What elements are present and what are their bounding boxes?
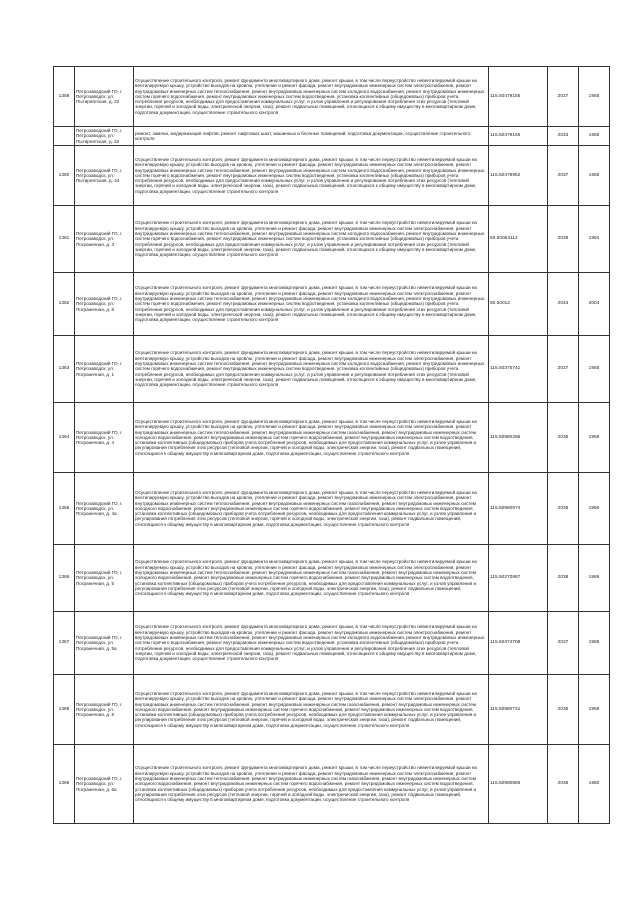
table-row [54,403,610,473]
row-number: 1365 [54,473,75,545]
row-build-year: 1955 [579,67,610,127]
capital-repair-table [53,66,610,824]
row-cost: 115.50980296 [489,403,548,473]
row-planned-year: 2043 [548,273,579,336]
row-cost: 115.50980731 [489,675,548,745]
row-work-description: ремонт, замена, модернизация лифтов, ремонт лифтовых шахт, машинных и блочных помещений, подготовка документации, осуществление строительного контроля [134,127,489,146]
row-work-description: Осуществление строительного контроля, ремонт фундамента многоквартирного дома, ремонт крыши, в том числе переустройство невентилируемой крыши на вентилируемую крышу, устройство выходов на кровлю, утепление и ремонт фасада, ремонт внутридомовых инженерных систем электроснабжения, ремонт внутридомовых инженерных систем теплоснабжения, ремонт внутридомовых инженерных систем холодного водоснабжения, ремонт внутридомовых инженерных систем горячего водоснабжения, ремонт внутридомовых инженерных систем водоотведения, установка коллективных (общедомовых) приборов учета потребления ресурсов, необходимых для предоставления коммунальных услуг, и узлов управления и регулирования потребления этих ресурсов (тепловой энергии, горячей и холодной воды, электрической энергии, газа), ремонт подвальных помещений, относящихся к общему имуществу в многоквартирном доме, подготовка документации, осуществление строительного контроля [134,612,489,675]
row-number [54,127,75,146]
row-address: Петрозаводский ГО, г. Петрозаводск, ул. Пограничная, д. 8 [75,273,134,336]
row-planned-year: 2037 [548,146,579,206]
row-cost: 115.50980974 [489,473,548,545]
row-number: 1359 [54,67,75,127]
row-cost: 115.50375741 [489,336,548,403]
row-cost: 115.50980865 [489,745,548,824]
row-work-description: Осуществление строительного контроля, ремонт фундамента многоквартирного дома, ремонт крыши, в том числе переустройство невентилируемой крыши на вентилируемую крышу, устройство выходов на кровлю, утепление и ремонт фасада, ремонт внутридомовых инженерных систем электроснабжения, ремонт внутридомовых инженерных систем теплоснабжения, ремонт внутридомовых инженерных систем холодного водоснабжения, ремонт внутридомовых инженерных систем горячего водоснабжения, ремонт внутридомовых инженерных систем водоотведения, установка коллективных (общедомовых) приборов учета потребления ресурсов, необходимых для предоставления коммунальных услуг, и узлов управления и регулирования потребления этих ресурсов (тепловой энергии, горячей и холодной воды, электрической энергии, газа), ремонт подвальных помещений, относящихся к общему имуществу в многоквартирном доме, подготовка документации, осуществление строительного контроля [134,336,489,403]
row-work-description: Осуществление строительного контроля, ремонт фундамента многоквартирного дома, ремонт крыши, в том числе переустройство невентилируемой крыши на вентилируемую крышу, устройство выходов на кровлю, утепление и ремонт фасада, ремонт внутридомовых инженерных систем электроснабжения, ремонт внутридомовых инженерных систем теплоснабжения, ремонт внутридомовых инженерных систем холодного водоснабжения, ремонт внутридомовых инженерных систем горячего водоснабжения, ремонт внутридомовых инженерных систем водоотведения, установка коллективных (общедомовых) приборов учета потребления ресурсов, необходимых для предоставления коммунальных услуг, и узлов управления и регулирования потребления этих ресурсов (тепловой энергии, горячей и холодной воды, электрической энергии, газа), ремонт подвальных помещений, относящихся к общему имуществу в многоквартирном доме, подготовка документации, осуществление строительного контроля [134,67,489,127]
table-row [54,146,610,206]
row-build-year: 1955 [579,146,610,206]
row-work-description: Осуществление строительного контроля, ремонт фундамента многоквартирного дома, ремонт крыши, в том числе переустройство невентилируемой крыши на вентилируемую крышу, устройство выходов на кровлю, утепление и ремонт фасада, ремонт внутридомовых инженерных систем электроснабжения, ремонт внутридомовых инженерных систем теплоснабжения, ремонт внутридомовых инженерных систем газоснабжения, ремонт внутридомовых инженерных систем холодного водоснабжения, ремонт внутридомовых инженерных систем горячего водоснабжения, ремонт внутридомовых инженерных систем водоотведения, установка коллективных (общедомовых) приборов учета потребления ресурсов, необходимых для предоставления коммунальных услуг, и узлов управления и регулирования потребления этих ресурсов (тепловой энергии, горячей и холодной воды, электрической энергии, газа), ремонт подвальных помещений, относящихся к общему имуществу в многоквартирном доме, подготовка документации, осуществление строительного контроля [134,473,489,545]
row-planned-year: 2036 [548,675,579,745]
row-number: 1364 [54,403,75,473]
table-row [54,745,610,824]
row-build-year: 1955 [579,127,610,146]
row-address: Петрозаводский ГО, г. Петрозаводск, ул. Пытиреятская, д. 32 [75,67,134,127]
row-address: Петрозаводский ГО, г. Петрозаводск, ул. Пытиреятская, д. 34 [75,146,134,206]
row-number: 1360 [54,146,75,206]
row-planned-year: 2036 [548,473,579,545]
row-planned-year: 2038 [548,545,579,612]
row-build-year: 1959 [579,675,610,745]
row-cost: 50.50012 [489,273,548,336]
row-work-description: Осуществление строительного контроля, ремонт фундамента многоквартирного дома, ремонт крыши, в том числе переустройство невентилируемой крыши на вентилируемую крышу, устройство выходов на кровлю, утепление и ремонт фасада, ремонт внутридомовых инженерных систем электроснабжения, ремонт внутридомовых инженерных систем теплоснабжения, ремонт внутридомовых инженерных систем газоснабжения, ремонт внутридомовых инженерных систем холодного водоснабжения, ремонт внутридомовых инженерных систем горячего водоснабжения, ремонт внутридомовых инженерных систем водоотведения, установка коллективных (общедомовых) приборов учета потребления ресурсов, необходимых для предоставления коммунальных услуг, и узлов управления и регулирования потребления этих ресурсов (тепловой энергии, горячей и холодной воды, электрической энергии, газа), ремонт подвальных помещений, относящихся к общему имуществу в многоквартирном доме, подготовка документации, осуществление строительного контроля [134,403,489,473]
row-build-year: 1965 [579,612,610,675]
row-cost: 115.50270867 [489,545,548,612]
row-address: Петрозаводский ГО, г. Петрозаводск, ул. Пограничная, д. 1 [75,336,134,403]
table-row [54,273,610,336]
row-work-description: Осуществление строительного контроля, ремонт фундамента многоквартирного дома, ремонт крыши, в том числе переустройство невентилируемой крыши на вентилируемую крышу, устройство выходов на кровлю, утепление и ремонт фасада, ремонт внутридомовых инженерных систем электроснабжения, ремонт внутридомовых инженерных систем теплоснабжения, ремонт внутридомовых инженерных систем газоснабжения, ремонт внутридомовых инженерных систем холодного водоснабжения, ремонт внутридомовых инженерных систем горячего водоснабжения, ремонт внутридомовых инженерных систем водоотведения, установка коллективных (общедомовых) приборов учета потребления ресурсов, необходимых для предоставления коммунальных услуг, и узлов управления и регулирования потребления этих ресурсов (тепловой энергии, горячей и холодной воды, электрической энергии, газа), ремонт подвальных помещений, относящихся к общему имуществу в многоквартирном доме, подготовка документации, осуществление строительного контроля [134,745,489,824]
row-address: Петрозаводский ГО, г. Петрозаводск, ул. Пограничная, д. 5а [75,612,134,675]
row-address: Петрозаводский ГО, г. Петрозаводск, ул. Пытиреятская, д. 32 [75,127,134,146]
row-address: Петрозаводский ГО, г. Петрозаводск, ул. Пограничная, д. 4 [75,403,134,473]
row-work-description: Осуществление строительного контроля, ремонт фундамента многоквартирного дома, ремонт крыши, в том числе переустройство невентилируемой крыши на вентилируемую крышу, устройство выходов на кровлю, утепление и ремонт фасада, ремонт внутридомовых инженерных систем электроснабжения, ремонт внутридомовых инженерных систем теплоснабжения, ремонт внутридомовых инженерных систем газоснабжения, ремонт внутридомовых инженерных систем холодного водоснабжения, ремонт внутридомовых инженерных систем горячего водоснабжения, ремонт внутридомовых инженерных систем водоотведения, установка коллективных (общедомовых) приборов учета потребления ресурсов, необходимых для предоставления коммунальных услуг, и узлов управления и регулирования потребления этих ресурсов (тепловой энергии, горячей и холодной воды, электрической энергии, газа), ремонт подвальных помещений, относящихся к общему имуществу в многоквартирном доме, подготовка документации, осуществление строительного контроля [134,675,489,745]
row-build-year: 1994 [579,206,610,273]
row-build-year: 1960 [579,473,610,545]
row-cost: 115.50479155 [489,67,548,127]
row-address: Петрозаводский ГО, г. Петрозаводск, ул. Пограничная, д. 5 [75,545,134,612]
row-planned-year: 2036 [548,403,579,473]
row-work-description: Осуществление строительного контроля, ремонт фундамента многоквартирного дома, ремонт крыши, в том числе переустройство невентилируемой крыши на вентилируемую крышу, устройство выходов на кровлю, утепление и ремонт фасада, ремонт внутридомовых инженерных систем электроснабжения, ремонт внутридомовых инженерных систем теплоснабжения, ремонт внутридомовых инженерных систем холодного водоснабжения, ремонт внутридомовых инженерных систем горячего водоснабжения, ремонт внутридомовых инженерных систем водоотведения, установка коллективных (общедомовых) приборов учета потребления ресурсов, необходимых для предоставления коммунальных услуг, и узлов управления и регулирования потребления этих ресурсов (тепловой энергии, горячей и холодной воды, электрической энергии, газа), ремонт подвальных помещений, относящихся к общему имуществу в многоквартирном доме, подготовка документации, осуществление строительного контроля [134,146,489,206]
row-build-year: 1965 [579,545,610,612]
table-row [54,336,610,403]
row-work-description: Осуществление строительного контроля, ремонт фундамента многоквартирного дома, ремонт крыши, в том числе переустройство невентилируемой крыши на вентилируемую крышу, устройство выходов на кровлю, утепление и ремонт фасада, ремонт внутридомовых инженерных систем электроснабжения, ремонт внутридомовых инженерных систем теплоснабжения, ремонт внутридомовых инженерных систем газоснабжения, ремонт внутридомовых инженерных систем холодного водоснабжения, ремонт внутридомовых инженерных систем горячего водоснабжения, ремонт внутридомовых инженерных систем водоотведения, установка коллективных (общедомовых) приборов учета потребления ресурсов, необходимых для предоставления коммунальных услуг, и узлов управления и регулирования потребления этих ресурсов (тепловой энергии, горячей и холодной воды, электрической энергии, газа), ремонт подвальных помещений, относящихся к общему имуществу в многоквартирном доме, подготовка документации, осуществление строительного контроля [134,545,489,612]
row-planned-year: 2036 [548,745,579,824]
row-number: 1361 [54,206,75,273]
table-row [54,675,610,745]
row-address: Петрозаводский ГО, г. Петрозаводск, ул. Пограничная, д. 6 [75,675,134,745]
row-number: 1366 [54,545,75,612]
row-planned-year: 2037 [548,612,579,675]
row-number: 1369 [54,745,75,824]
row-planned-year: 2037 [548,67,579,127]
row-number: 1363 [54,336,75,403]
row-cost: 115.50478962 [489,146,548,206]
row-address: Петрозаводский ГО, г. Петрозаводск, ул. Пограничная, д. 3 [75,206,134,273]
row-address: Петрозаводский ГО, г. Петрозаводск, ул. Пограничная, д. 6а [75,745,134,824]
table-row [54,612,610,675]
row-cost: 93.50063112 [489,206,548,273]
row-work-description: Осуществление строительного контроля, ремонт фундамента многоквартирного дома, ремонт крыши, в том числе переустройство невентилируемой крыши на вентилируемую крышу, устройство выходов на кровлю, утепление и ремонт фасада, ремонт внутридомовых инженерных систем электроснабжения, ремонт внутридомовых инженерных систем теплоснабжения, ремонт внутридомовых инженерных систем холодного водоснабжения, ремонт внутридомовых инженерных систем горячего водоснабжения, ремонт внутридомовых инженерных систем водоотведения, установка коллективных (общедомовых) приборов учета потребления ресурсов, необходимых для предоставления коммунальных услуг, и узлов управления и регулирования потребления этих ресурсов (тепловой энергии, горячей и холодной воды, электрической энергии, газа), ремонт подвальных помещений, относящихся к общему имуществу в многоквартирном доме, подготовка документации, осуществление строительного контроля [134,273,489,336]
row-build-year: 1955 [579,336,610,403]
row-cost: 115.50479155 [489,127,548,146]
row-number: 1368 [54,675,75,745]
row-cost: 115.50374708 [489,612,548,675]
row-number: 1362 [54,273,75,336]
table-row [54,127,610,146]
row-work-description: Осуществление строительного контроля, ремонт фундамента многоквартирного дома, ремонт крыши, в том числе переустройство невентилируемой крыши на вентилируемую крышу, устройство выходов на кровлю, утепление и ремонт фасада, ремонт внутридомовых инженерных систем электроснабжения, ремонт внутридомовых инженерных систем теплоснабжения, ремонт внутридомовых инженерных систем холодного водоснабжения, ремонт внутридомовых инженерных систем горячего водоснабжения, ремонт внутридомовых инженерных систем водоотведения, установка коллективных (общедомовых) приборов учета потребления ресурсов, необходимых для предоставления коммунальных услуг, и узлов управления и регулирования потребления этих ресурсов (тепловой энергии, горячей и холодной воды, электрической энергии, газа), ремонт подвальных помещений, относящихся к общему имуществу в многоквартирном доме, подготовка документации, осуществление строительного контроля [134,206,489,273]
row-number: 1367 [54,612,75,675]
table-row [54,206,610,273]
table-row [54,473,610,545]
row-build-year: 1959 [579,403,610,473]
row-build-year: 1960 [579,745,610,824]
table-row [54,545,610,612]
table-body [54,67,610,824]
row-planned-year: 2033 [548,127,579,146]
row-build-year: 2004 [579,273,610,336]
row-planned-year: 2038 [548,206,579,273]
row-address: Петрозаводский ГО, г. Петрозаводск, ул. Пограничная, д. 4а [75,473,134,545]
table-row [54,67,610,127]
row-planned-year: 2037 [548,336,579,403]
